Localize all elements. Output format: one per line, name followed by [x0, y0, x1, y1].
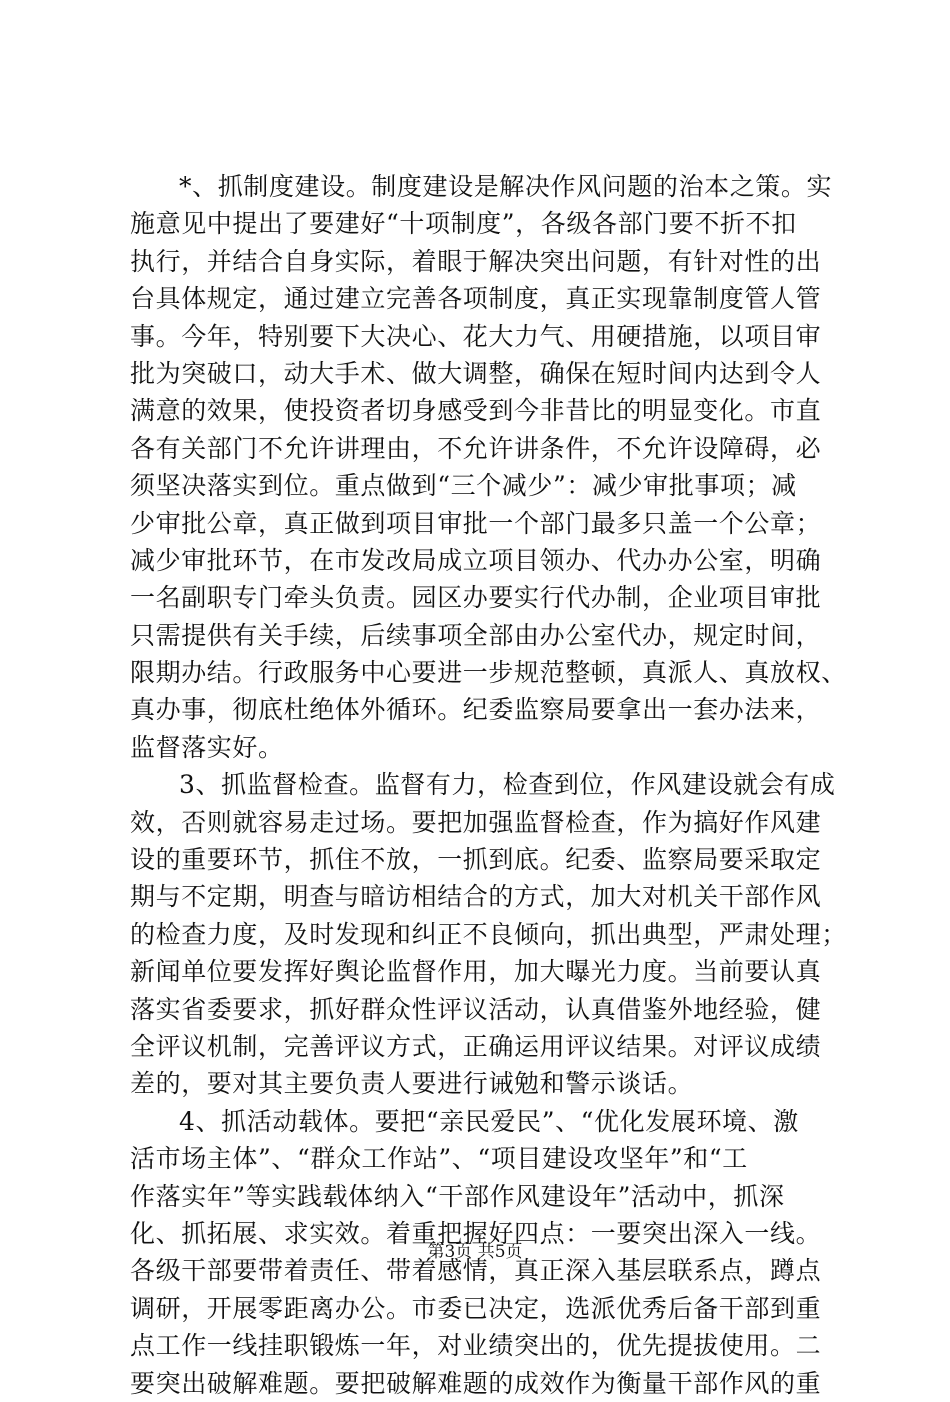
text-line: 少审批公章，真正做到项目审批一个部门最多只盖一个公章；	[130, 508, 822, 538]
text-line: 须坚决落实到位。重点做到“三个减少”：减少审批事项；减	[130, 471, 797, 501]
text-line: 事。今年，特别要下大决心、花大力气、用硬措施，以项目审	[130, 321, 822, 351]
text-line: 满意的效果，使投资者切身感受到今非昔比的明显变化。市直	[130, 396, 822, 426]
text-line: *、抓制度建设。制度建设是解决作风问题的治本之策。实	[179, 172, 833, 201]
text-line: 施意见中提出了要建好“十项制度”，各级各部门要不折不扣	[130, 209, 797, 239]
text-line: 各有关部门不允许讲理由，不允许讲条件，不允许设障碍，必	[130, 433, 822, 463]
text-line: 全评议机制，完善评议方式，正确运用评议结果。对评议成绩	[130, 1031, 822, 1061]
text-line: 作落实年”等实践载体纳入“干部作风建设年”活动中，抓深	[130, 1181, 785, 1211]
document-body	[130, 168, 847, 1402]
text-line: 批为突破口，动大手术、做大调整，确保在短时间内达到令人	[130, 358, 822, 388]
text-line: 新闻单位要发挥好舆论监督作用，加大曝光力度。当前要认真	[130, 957, 822, 987]
text-line: 点工作一线挂职锻炼一年，对业绩突出的，优先提拔使用。二	[130, 1331, 822, 1361]
text-line: 限期办结。行政服务中心要进一步规范整顿，真派人、真放权、	[130, 658, 847, 688]
text-line: 4、抓活动载体。要把“亲民爱民”、“优化发展环境、激	[179, 1106, 799, 1136]
text-line: 减少审批环节，在市发改局成立项目领办、代办办公室，明确	[130, 545, 822, 575]
text-line: 期与不定期，明查与暗访相结合的方式，加大对机关干部作风	[130, 882, 822, 912]
text-line: 效，否则就容易走过场。要把加强监督检查，作为搞好作风建	[130, 807, 822, 837]
text-line: 差的，要对其主要负责人要进行诫勉和警示谈话。	[130, 1069, 694, 1099]
text-line: 落实省委要求，抓好群众性评议活动，认真借鉴外地经验，健	[130, 994, 822, 1024]
text-line: 真办事，彻底杜绝体外循环。纪委监察局要拿出一套办法来，	[130, 695, 822, 725]
page-number-footer: 第3页 共5页	[427, 1242, 523, 1262]
text-line: 一名副职专门牵头负责。园区办要实行代办制，企业项目审批	[130, 583, 822, 613]
text-line: 的检查力度，及时发现和纠正不良倾向，抓出典型，严肃处理；	[130, 919, 847, 949]
text-line: 调研，开展零距离办公。市委已决定，选派优秀后备干部到重	[130, 1293, 822, 1323]
text-line: 执行，并结合自身实际，着眼于解决突出问题，有针对性的出	[130, 246, 822, 276]
text-line: 设的重要环节，抓住不放，一抓到底。纪委、监察局要采取定	[130, 845, 822, 875]
text-line: 各级干部要带着责任、带着感情，真正深入基层联系点，蹲点	[130, 1256, 822, 1286]
text-line: 活市场主体”、“群众工作站”、“项目建设攻坚年”和“工	[130, 1144, 748, 1174]
text-line: 监督落实好。	[130, 732, 284, 762]
text-line: 只需提供有关手续，后续事项全部由办公室代办，规定时间，	[130, 620, 822, 650]
text-line: 化、抓拓展、求实效。着重把握好四点：一要突出深入一线。	[130, 1218, 822, 1248]
text-line: 要突出破解难题。要把破解难题的成效作为衡量干部作风的重	[130, 1368, 822, 1398]
text-line: 3、抓监督检查。监督有力，检查到位，作风建设就会有成	[179, 770, 836, 800]
text-line: 台具体规定，通过建立完善各项制度，真正实现靠制度管人管	[130, 284, 822, 314]
